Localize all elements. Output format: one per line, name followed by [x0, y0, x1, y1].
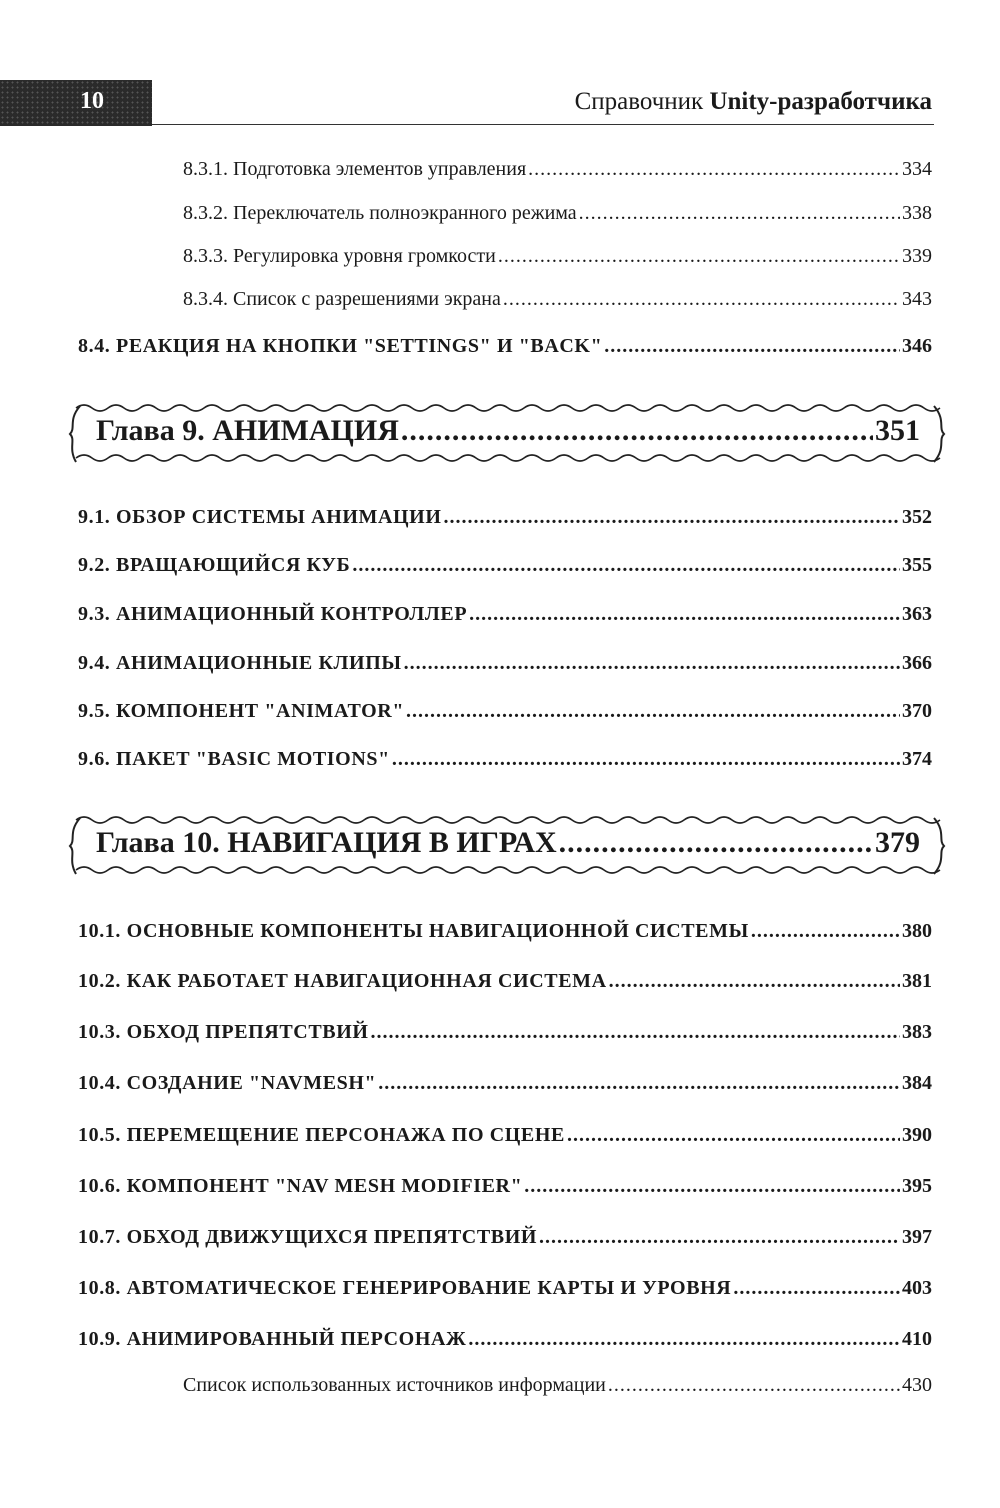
toc-section[interactable] [78, 554, 932, 577]
running-head-bold: Unity-разработчика [709, 88, 932, 115]
leader-dots [733, 1277, 900, 1300]
toc-section[interactable] [78, 1277, 932, 1300]
chapter-9-heading[interactable] [96, 414, 920, 448]
toc-section-title: 10.7. ОБХОД ДВИЖУЩИХСЯ ПРЕПЯТСТВИЙ [78, 1226, 538, 1248]
toc-entry-page: 430 [902, 1374, 932, 1396]
toc-section-title: 9.1. ОБЗОР СИСТЕМЫ АНИМАЦИИ [78, 506, 442, 528]
leader-dots [579, 202, 900, 225]
toc-section-title: 8.4. РЕАКЦИЯ НА КНОПКИ "SETTINGS" И "BACK" [78, 335, 603, 357]
toc-entry-title: 8.3.2. Переключатель полноэкранного режима [183, 202, 577, 224]
toc-section-page: 381 [902, 970, 932, 992]
running-head-prefix: Справочник [574, 88, 710, 115]
toc-section-page: 352 [902, 506, 932, 528]
toc-entry-references[interactable] [183, 1374, 932, 1397]
leader-dots [406, 700, 900, 723]
toc-section-title: 10.3. ОБХОД ПРЕПЯТСТВИЙ [78, 1021, 369, 1043]
toc-section[interactable] [78, 506, 932, 529]
toc-entry-title: 8.3.3. Регулировка уровня громкости [183, 245, 496, 267]
toc-section[interactable] [78, 1226, 932, 1249]
toc-section[interactable] [78, 652, 932, 675]
leader-dots [524, 1175, 900, 1198]
toc-section-title: 10.8. АВТОМАТИЧЕСКОЕ ГЕНЕРИРОВАНИЕ КАРТЫ И УРОВНЯ [78, 1277, 732, 1299]
toc-entry-page: 338 [902, 202, 932, 224]
running-head [575, 88, 932, 116]
leader-dots [378, 1072, 900, 1095]
toc-section-page: 403 [902, 1277, 932, 1299]
toc-section[interactable] [78, 1328, 932, 1351]
toc-section-page: 366 [902, 652, 932, 674]
toc-section-page: 397 [902, 1226, 932, 1248]
toc-entry[interactable] [183, 288, 932, 311]
leader-dots [559, 826, 873, 860]
toc-section-page: 410 [902, 1328, 932, 1350]
toc-section-title: 10.9. АНИМИРОВАННЫЙ ПЕРСОНАЖ [78, 1328, 467, 1350]
chapter-10-page: 379 [875, 826, 920, 859]
toc-section-title: 10.6. КОМПОНЕНТ "NAV MESH MODIFIER" [78, 1175, 523, 1197]
chapter-9-title: Глава 9. АНИМАЦИЯ [96, 414, 399, 447]
toc-section[interactable] [78, 335, 932, 358]
toc-section[interactable] [78, 970, 932, 993]
leader-dots [567, 1124, 900, 1147]
leader-dots [469, 603, 900, 626]
chapter-9-page: 351 [875, 414, 920, 447]
leader-dots [371, 1021, 900, 1044]
leader-dots [608, 1374, 900, 1397]
toc-entry-title: 8.3.4. Список с разрешениями экрана [183, 288, 501, 310]
leader-dots [401, 414, 873, 448]
leader-dots [539, 1226, 900, 1249]
toc-section-title: 10.1. ОСНОВНЫЕ КОМПОНЕНТЫ НАВИГАЦИОННОЙ СИСТЕМЫ [78, 920, 749, 942]
chapter-10-title: Глава 10. НАВИГАЦИЯ В ИГРАХ [96, 826, 557, 859]
toc-entry[interactable] [183, 158, 932, 181]
toc-section-title: 9.6. ПАКЕТ "BASIC MOTIONS" [78, 748, 390, 770]
toc-entry-page: 343 [902, 288, 932, 310]
toc-section-title: 10.2. КАК РАБОТАЕТ НАВИГАЦИОННАЯ СИСТЕМА [78, 970, 607, 992]
leader-dots [609, 970, 900, 993]
leader-dots [404, 652, 900, 675]
leader-dots [392, 748, 900, 771]
leader-dots [528, 158, 900, 181]
chapter-10-heading[interactable] [96, 826, 920, 860]
toc-section[interactable] [78, 1124, 932, 1147]
page-number: 10 [80, 88, 104, 114]
toc-section-title: 9.5. КОМПОНЕНТ "ANIMATOR" [78, 700, 405, 722]
toc-section-page: 384 [902, 1072, 932, 1094]
leader-dots [751, 920, 900, 943]
leader-dots [503, 288, 900, 311]
toc-section-page: 346 [902, 335, 932, 357]
page-number-box [0, 80, 152, 126]
leader-dots [352, 554, 900, 577]
toc-section-page: 374 [902, 748, 932, 770]
toc-section[interactable] [78, 1072, 932, 1095]
toc-section-page: 363 [902, 603, 932, 625]
toc-section[interactable] [78, 1021, 932, 1044]
toc-entry-title: 8.3.1. Подготовка элементов управления [183, 158, 527, 180]
toc-entry[interactable] [183, 245, 932, 268]
leader-dots [604, 335, 900, 358]
toc-entry-title: Список использованных источников информации [183, 1374, 606, 1396]
toc-entry-page: 339 [902, 245, 932, 267]
toc-section[interactable] [78, 700, 932, 723]
toc-section-page: 370 [902, 700, 932, 722]
toc-section-page: 355 [902, 554, 932, 576]
toc-section-page: 390 [902, 1124, 932, 1146]
toc-section-title: 9.2. ВРАЩАЮЩИЙСЯ КУБ [78, 554, 351, 576]
toc-section[interactable] [78, 603, 932, 626]
leader-dots [468, 1328, 900, 1351]
toc-section[interactable] [78, 920, 932, 943]
leader-dots [444, 506, 901, 529]
toc-entry-page: 334 [902, 158, 932, 180]
header-rule [152, 124, 934, 125]
toc-section-title: 10.5. ПЕРЕМЕЩЕНИЕ ПЕРСОНАЖА ПО СЦЕНЕ [78, 1124, 565, 1146]
toc-section-page: 380 [902, 920, 932, 942]
toc-entry[interactable] [183, 202, 932, 225]
toc-section-title: 9.3. АНИМАЦИОННЫЙ КОНТРОЛЛЕР [78, 603, 468, 625]
toc-section-title: 9.4. АНИМАЦИОННЫЕ КЛИПЫ [78, 652, 402, 674]
toc-section-page: 383 [902, 1021, 932, 1043]
toc-section-title: 10.4. СОЗДАНИЕ "NAVMESH" [78, 1072, 377, 1094]
leader-dots [498, 245, 900, 268]
toc-section-page: 395 [902, 1175, 932, 1197]
toc-section[interactable] [78, 748, 932, 771]
toc-section[interactable] [78, 1175, 932, 1198]
